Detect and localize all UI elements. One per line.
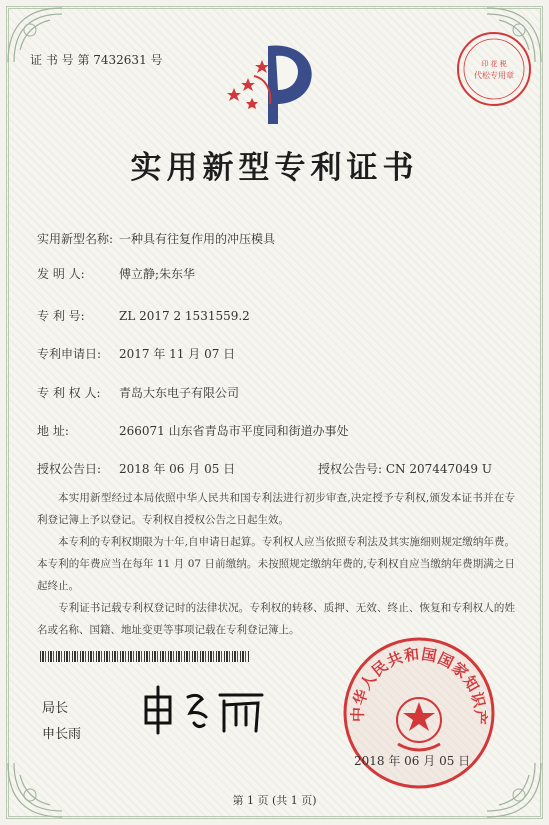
paragraph-grant: 本实用新型经过本局依照中华人民共和国专利法进行初步审查,决定授予专利权,颁发本证书并在专利登记簿上予以登记。专利权自授权公告之日起生效。	[37, 492, 515, 526]
field-label: 发 明 人:	[37, 267, 85, 281]
field-patentee	[37, 384, 239, 401]
field-label: 地 址:	[37, 424, 69, 438]
field-utility-model-name	[37, 230, 275, 247]
field-address	[37, 422, 349, 439]
official-seal-text: 中华人民共和国国家知识产	[348, 645, 490, 727]
seal-date: 2018 年 06 月 05 日	[354, 754, 471, 768]
field-value: 青岛大东电子有限公司	[119, 386, 240, 400]
authorization-number: 授权公告号: CN 207447049 U	[318, 462, 492, 476]
field-value: 一种具有往复作用的冲压模具	[119, 232, 276, 246]
field-value: 傅立静;朱东华	[119, 267, 196, 281]
field-publication-date	[37, 460, 235, 477]
field-application-date	[37, 345, 235, 362]
corner-ornament-bottom-left	[0, 755, 70, 825]
director-signature	[140, 683, 270, 735]
field-label: 实用新型名称:	[37, 232, 114, 246]
paragraph-term: 本专利的专利权期限为十年,自申请日起算。专利权人应当依照专利法及其实施细则规定缴纳年费。本专利的年费应当在每年 11 月 07 日前缴纳。未按照规定缴纳年费的,专利权自应当缴纳年费期满之日起终止。	[37, 536, 515, 592]
field-value: 266071 山东省青岛市平度同和街道办事处	[119, 424, 349, 438]
field-patent-number	[37, 307, 250, 324]
field-label: 专利申请日:	[37, 347, 102, 361]
page-number: 第 1 页 (共 1 页)	[232, 794, 317, 807]
certificate-number: 证 书 号 第 7432631 号	[30, 53, 163, 67]
director-name: 申长雨	[42, 727, 82, 742]
agency-seal	[455, 30, 533, 108]
field-inventors	[37, 265, 195, 282]
certificate-title: 实用新型专利证书	[130, 150, 419, 186]
field-label: 专 利 号:	[37, 309, 85, 323]
field-value: 2018 年 06 月 05 日	[119, 462, 236, 476]
paragraph-legal-status: 专利证书记载专利权登记时的法律状况。专利权的转移、质押、无效、终止、恢复和专利权人的姓名或名称、国籍、地址变更等事项记载在专利登记簿上。	[37, 602, 515, 636]
director-title: 局长	[42, 701, 69, 716]
barcode	[40, 651, 250, 662]
field-label: 授权公告日:	[37, 462, 102, 476]
field-value: ZL 2017 2 1531559.2	[119, 309, 250, 323]
svg-text:印 花 税: 印 花 税	[481, 60, 507, 68]
field-value: 2017 年 11 月 07 日	[119, 347, 236, 361]
field-label: 专 利 权 人:	[37, 386, 101, 400]
agency-seal-text: 代松专用章	[474, 71, 514, 80]
patent-office-logo-icon	[224, 40, 320, 126]
